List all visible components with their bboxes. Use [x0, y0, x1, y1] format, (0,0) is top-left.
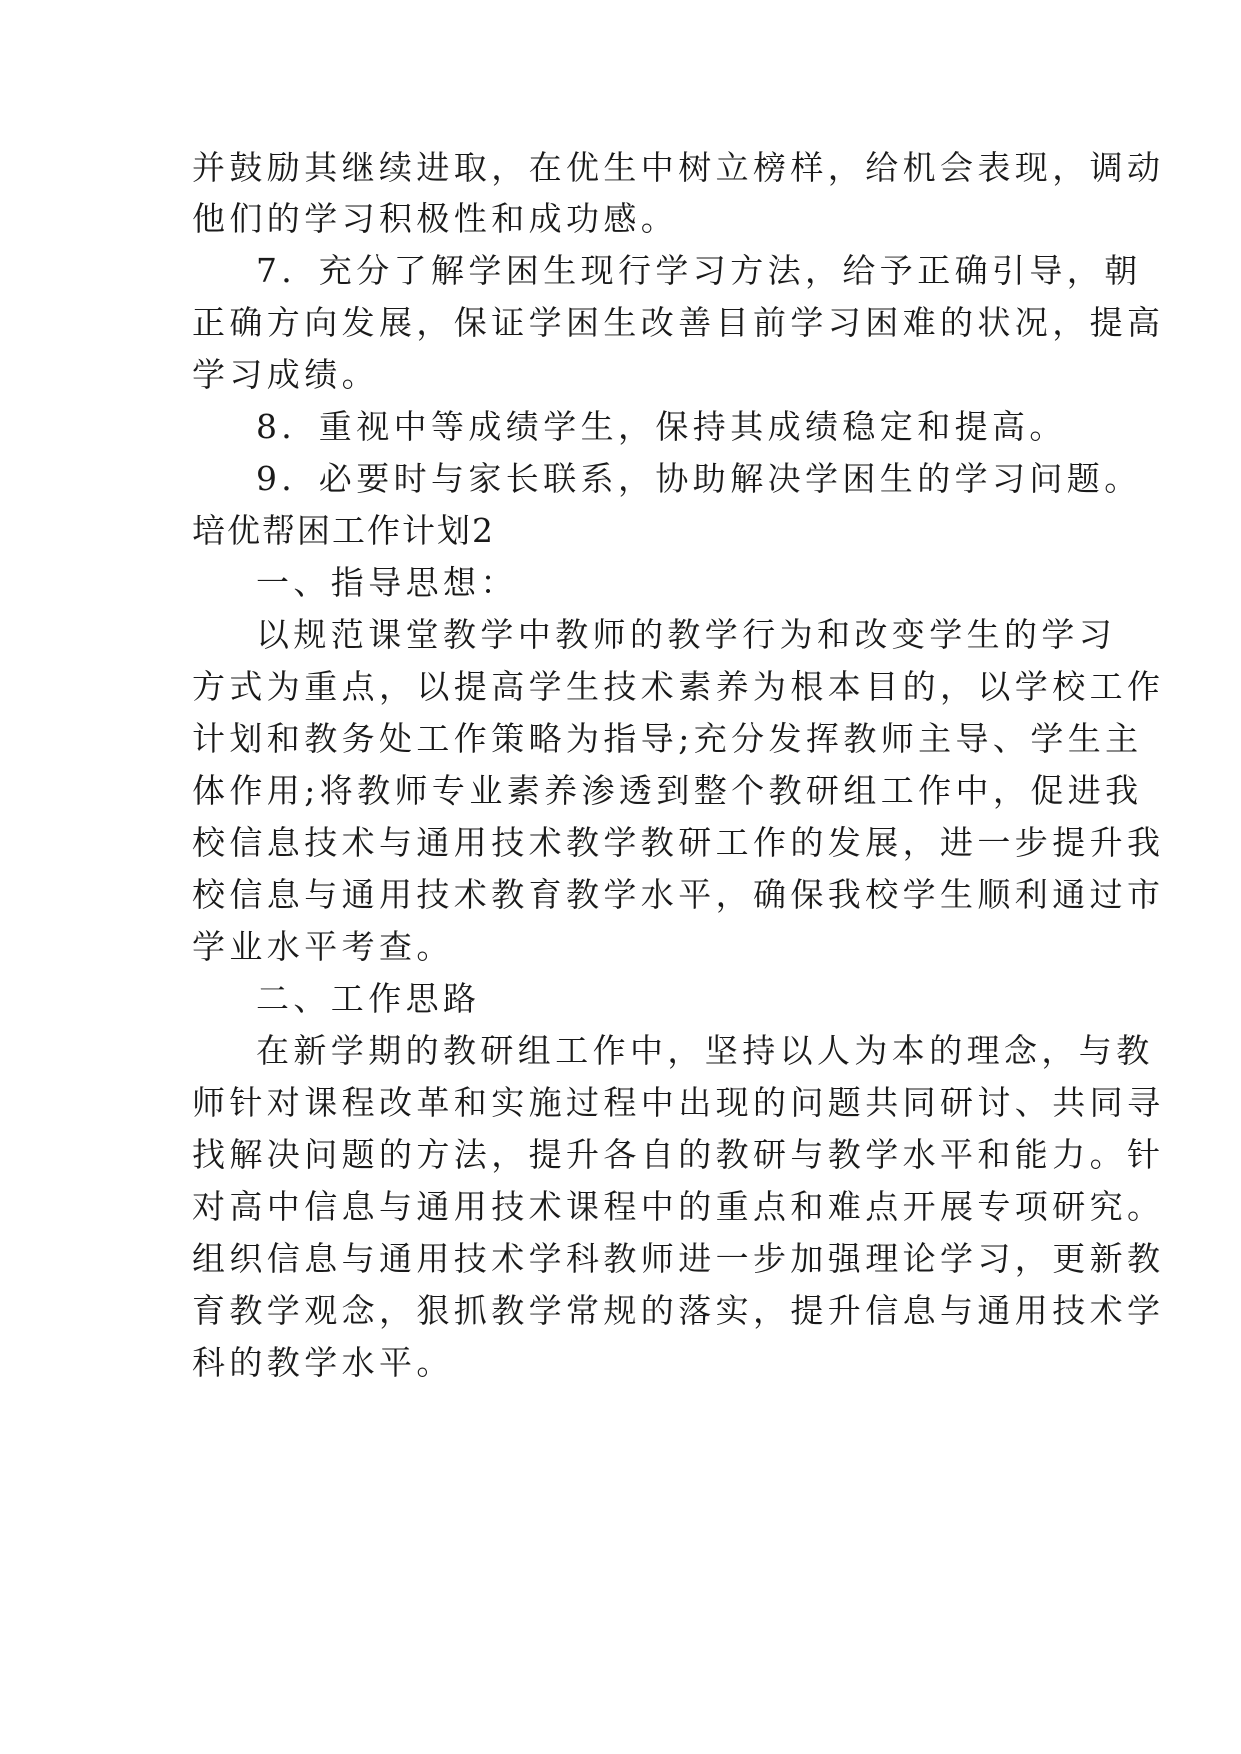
list-item-9: 9．必要时与家长联系，协助解决学困生的学习问题。 — [256, 459, 1142, 498]
list-item-7: 7．充分了解学困生现行学习方法，给予正确引导，朝 — [256, 251, 1142, 290]
paragraph-line: 并鼓励其继续进取，在优生中树立榜样，给机会表现，调动 — [192, 148, 1165, 187]
paragraph-line: 体作用;将教师专业素养渗透到整个教研组工作中，促进我 — [192, 771, 1143, 810]
paragraph-line: 科的教学水平。 — [192, 1343, 454, 1382]
subheading-guiding-ideology: 一、指导思想： — [256, 563, 518, 602]
paragraph-line: 计划和教务处工作策略为指导;充分发挥教师主导、学生主 — [192, 719, 1143, 758]
paragraph-line: 正确方向发展，保证学困生改善目前学习困难的状况，提高 — [192, 303, 1165, 342]
paragraph-line: 在新学期的教研组工作中，坚持以人为本的理念，与教 — [256, 1031, 1154, 1070]
paragraph-line: 以规范课堂教学中教师的教学行为和改变学生的学习 — [256, 615, 1117, 654]
paragraph-line: 学业水平考查。 — [192, 927, 454, 966]
paragraph-line: 育教学观念，狠抓教学常规的落实，提升信息与通用技术学 — [192, 1291, 1165, 1330]
paragraph-line: 学习成绩。 — [192, 355, 379, 394]
paragraph-line: 方式为重点，以提高学生技术素养为根本目的，以学校工作 — [192, 667, 1165, 706]
paragraph-line: 校信息技术与通用技术教学教研工作的发展，进一步提升我 — [192, 823, 1165, 862]
paragraph-line: 他们的学习积极性和成功感。 — [192, 199, 679, 238]
paragraph-line: 校信息与通用技术教育教学水平，确保我校学生顺利通过市 — [192, 875, 1165, 914]
paragraph-line: 组织信息与通用技术学科教师进一步加强理论学习，更新教 — [192, 1239, 1165, 1278]
paragraph-line: 对高中信息与通用技术课程中的重点和难点开展专项研究。 — [192, 1187, 1165, 1226]
paragraph-line: 师针对课程改革和实施过程中出现的问题共同研讨、共同寻 — [192, 1083, 1165, 1122]
paragraph-line: 找解决问题的方法，提升各自的教研与教学水平和能力。针 — [192, 1135, 1165, 1174]
section-title: 培优帮困工作计划2 — [192, 511, 495, 550]
list-item-8: 8．重视中等成绩学生，保持其成绩稳定和提高。 — [256, 407, 1067, 446]
subheading-work-approach: 二、工作思路 — [256, 979, 481, 1018]
